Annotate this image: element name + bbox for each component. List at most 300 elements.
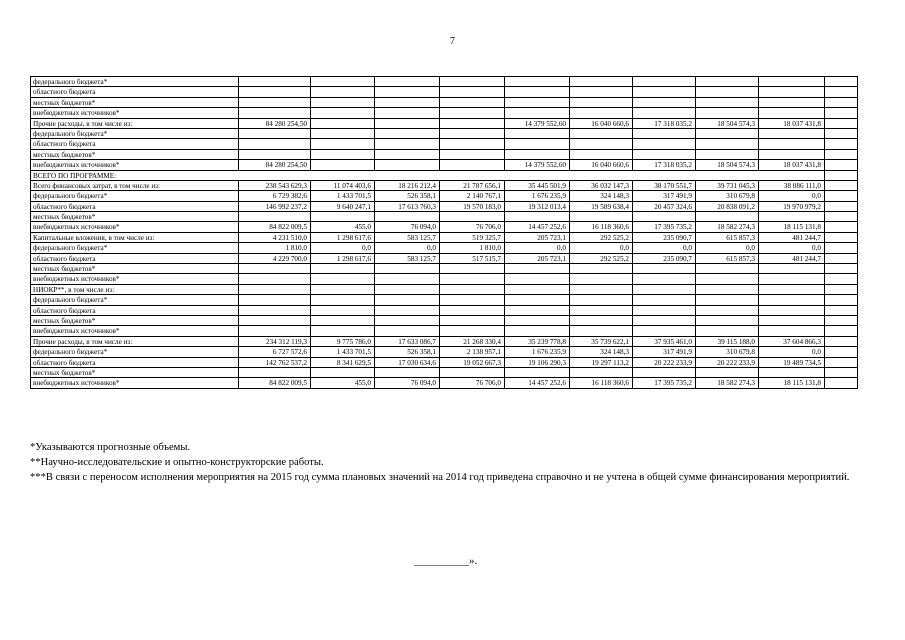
value-cell: 14 379 552,60: [505, 160, 570, 170]
value-cell: 18 582 274,3: [696, 378, 759, 388]
value-cell: 20 838 091,2: [696, 201, 759, 211]
value-cell: [633, 77, 696, 87]
value-cell: [505, 87, 570, 97]
value-cell: [239, 367, 311, 377]
footnote-transfer: ***В связи с переносом исполнения мероприятия на 2015 год сумма плановых значений на 2014 год приведена справочно и не учтена в общей сумме финансирования мероприятий.: [30, 472, 850, 483]
row-label: Всего финансовых затрат, в том числе из:: [31, 180, 239, 190]
value-cell: 18 216 212,4: [375, 180, 440, 190]
value-cell: 455,0: [311, 222, 375, 232]
value-cell: [440, 274, 505, 284]
value-cell: 21 787 656,1: [440, 180, 505, 190]
value-cell: [505, 264, 570, 274]
value-cell: 76 094,0: [375, 222, 440, 232]
value-cell: [696, 326, 759, 336]
value-cell: 146 992 237,2: [239, 201, 311, 211]
value-cell: [239, 274, 311, 284]
table-row: [31, 180, 858, 190]
value-cell: 1 298 617,6: [311, 232, 375, 242]
trailing-cell: [825, 149, 858, 159]
value-cell: [239, 108, 311, 118]
value-cell: 1 433 701,5: [311, 347, 375, 357]
value-cell: 234 312 119,3: [239, 336, 311, 346]
table-row: [31, 201, 858, 211]
value-cell: 19 589 638,4: [570, 201, 633, 211]
trailing-cell: [825, 201, 858, 211]
trailing-cell: [825, 347, 858, 357]
value-cell: [505, 326, 570, 336]
value-cell: [375, 274, 440, 284]
value-cell: 76 706,0: [440, 222, 505, 232]
value-cell: 19 970 979,2: [759, 201, 825, 211]
table-row: [31, 357, 858, 367]
value-cell: 16 118 360,6: [570, 222, 633, 232]
value-cell: 18 582 274,3: [696, 222, 759, 232]
value-cell: [311, 315, 375, 325]
value-cell: [633, 315, 696, 325]
value-cell: [633, 305, 696, 315]
value-cell: 18 504 574,3: [696, 160, 759, 170]
value-cell: 0,0: [759, 347, 825, 357]
value-cell: [633, 149, 696, 159]
value-cell: [570, 139, 633, 149]
value-cell: [375, 97, 440, 107]
value-cell: [759, 295, 825, 305]
value-cell: 1 433 701,5: [311, 191, 375, 201]
trailing-cell: [825, 87, 858, 97]
row-label: Прочие расходы, в том числе из:: [31, 336, 239, 346]
value-cell: [570, 274, 633, 284]
trailing-cell: [825, 357, 858, 367]
value-cell: 76 094,0: [375, 378, 440, 388]
value-cell: [696, 264, 759, 274]
value-cell: 38 170 551,7: [633, 180, 696, 190]
value-cell: [440, 367, 505, 377]
value-cell: [505, 139, 570, 149]
trailing-cell: [825, 222, 858, 232]
value-cell: [311, 149, 375, 159]
value-cell: [570, 212, 633, 222]
value-cell: [505, 284, 570, 294]
value-cell: 6 727 572,6: [239, 347, 311, 357]
value-cell: [239, 128, 311, 138]
value-cell: 205 723,1: [505, 253, 570, 263]
value-cell: 0,0: [759, 243, 825, 253]
value-cell: 0,0: [759, 191, 825, 201]
value-cell: [311, 77, 375, 87]
value-cell: [696, 274, 759, 284]
value-cell: [759, 77, 825, 87]
value-cell: [759, 305, 825, 315]
row-label: Капитальные вложения, в том числе из:: [31, 232, 239, 242]
table-row: [31, 295, 858, 305]
value-cell: [570, 315, 633, 325]
value-cell: [239, 305, 311, 315]
value-cell: [375, 128, 440, 138]
value-cell: 19 106 290,3: [505, 357, 570, 367]
table-row: [31, 367, 858, 377]
value-cell: 6 729 382,6: [239, 191, 311, 201]
value-cell: [440, 97, 505, 107]
value-cell: [375, 87, 440, 97]
value-cell: 38 086 111,0: [759, 180, 825, 190]
row-label: внебюджетных источников*: [31, 378, 239, 388]
value-cell: 18 115 131,8: [759, 378, 825, 388]
value-cell: [696, 108, 759, 118]
value-cell: [375, 367, 440, 377]
value-cell: 0,0: [375, 243, 440, 253]
value-cell: 310 679,8: [696, 191, 759, 201]
value-cell: [696, 367, 759, 377]
value-cell: 19 297 113,2: [570, 357, 633, 367]
value-cell: 36 032 147,3: [570, 180, 633, 190]
value-cell: 39 731 045,3: [696, 180, 759, 190]
value-cell: [239, 97, 311, 107]
value-cell: [633, 295, 696, 305]
value-cell: [570, 77, 633, 87]
value-cell: [570, 264, 633, 274]
value-cell: [759, 97, 825, 107]
value-cell: [440, 326, 505, 336]
trailing-cell: [825, 326, 858, 336]
trailing-cell: [825, 243, 858, 253]
value-cell: 583 125,7: [375, 253, 440, 263]
table-row: [31, 232, 858, 242]
value-cell: [311, 284, 375, 294]
trailing-cell: [825, 108, 858, 118]
value-cell: 37 935 461,0: [633, 336, 696, 346]
value-cell: [311, 326, 375, 336]
value-cell: 4 229 700,0: [239, 253, 311, 263]
value-cell: [375, 77, 440, 87]
value-cell: 2 138 957,1: [440, 347, 505, 357]
value-cell: 1 676 235,9: [505, 191, 570, 201]
table-row: [31, 274, 858, 284]
value-cell: [375, 264, 440, 274]
table-row: [31, 108, 858, 118]
row-label: местных бюджетов*: [31, 212, 239, 222]
table-row: [31, 170, 858, 180]
value-cell: 84 280 254,50: [239, 160, 311, 170]
value-cell: [696, 87, 759, 97]
value-cell: [696, 128, 759, 138]
value-cell: 310 679,8: [696, 347, 759, 357]
value-cell: [505, 149, 570, 159]
footnotes: [30, 440, 880, 485]
table-row: [31, 253, 858, 263]
value-cell: [633, 108, 696, 118]
value-cell: 526 358,1: [375, 347, 440, 357]
row-label: федерального бюджета*: [31, 191, 239, 201]
value-cell: [375, 284, 440, 294]
value-cell: 0,0: [311, 243, 375, 253]
row-label: федерального бюджета*: [31, 295, 239, 305]
value-cell: [440, 128, 505, 138]
value-cell: [375, 118, 440, 128]
value-cell: [505, 305, 570, 315]
value-cell: 17 395 735,2: [633, 222, 696, 232]
value-cell: 615 857,3: [696, 232, 759, 242]
value-cell: [239, 139, 311, 149]
value-cell: [696, 77, 759, 87]
value-cell: [759, 139, 825, 149]
value-cell: [570, 128, 633, 138]
footnote-forecast: *Указываются прогнозные объемы.: [30, 442, 191, 453]
value-cell: [239, 295, 311, 305]
value-cell: [759, 315, 825, 325]
value-cell: 16 040 660,6: [570, 118, 633, 128]
value-cell: [440, 77, 505, 87]
value-cell: [759, 212, 825, 222]
value-cell: [311, 97, 375, 107]
value-cell: [759, 274, 825, 284]
value-cell: [311, 128, 375, 138]
value-cell: 20 222 233,9: [633, 357, 696, 367]
value-cell: [440, 295, 505, 305]
value-cell: [633, 97, 696, 107]
value-cell: 583 125,7: [375, 232, 440, 242]
row-label: местных бюджетов*: [31, 264, 239, 274]
value-cell: [633, 367, 696, 377]
value-cell: 455,0: [311, 378, 375, 388]
table-row: [31, 326, 858, 336]
row-label: внебюджетных источников*: [31, 274, 239, 284]
value-cell: 317 491,9: [633, 347, 696, 357]
trailing-cell: [825, 97, 858, 107]
table-row: [31, 97, 858, 107]
value-cell: 4 231 510,0: [239, 232, 311, 242]
table-row: [31, 243, 858, 253]
row-label: местных бюджетов*: [31, 367, 239, 377]
row-label: федерального бюджета*: [31, 128, 239, 138]
value-cell: [633, 274, 696, 284]
value-cell: [375, 212, 440, 222]
value-cell: 16 118 360,6: [570, 378, 633, 388]
value-cell: [440, 315, 505, 325]
value-cell: [570, 367, 633, 377]
trailing-cell: [825, 274, 858, 284]
value-cell: [375, 305, 440, 315]
value-cell: [696, 315, 759, 325]
value-cell: [633, 284, 696, 294]
value-cell: 14 379 552,60: [505, 118, 570, 128]
value-cell: 9 640 247,1: [311, 201, 375, 211]
table-row: [31, 149, 858, 159]
value-cell: 142 762 537,2: [239, 357, 311, 367]
value-cell: [440, 87, 505, 97]
value-cell: [759, 128, 825, 138]
value-cell: 526 358,1: [375, 191, 440, 201]
trailing-cell: [825, 295, 858, 305]
row-label: областного бюджета: [31, 201, 239, 211]
value-cell: [440, 212, 505, 222]
value-cell: 0,0: [633, 243, 696, 253]
trailing-cell: [825, 191, 858, 201]
value-cell: [311, 274, 375, 284]
value-cell: [696, 139, 759, 149]
row-label: областного бюджета: [31, 357, 239, 367]
trailing-cell: [825, 284, 858, 294]
value-cell: [570, 108, 633, 118]
value-cell: [696, 305, 759, 315]
row-label: внебюджетных источников*: [31, 160, 239, 170]
value-cell: 17 613 760,3: [375, 201, 440, 211]
value-cell: [759, 108, 825, 118]
value-cell: 17 318 035,2: [633, 160, 696, 170]
row-label: областного бюджета: [31, 87, 239, 97]
value-cell: 19 489 734,5: [759, 357, 825, 367]
value-cell: [375, 295, 440, 305]
trailing-cell: [825, 253, 858, 263]
value-cell: 35 445 501,9: [505, 180, 570, 190]
value-cell: 324 148,3: [570, 191, 633, 201]
value-cell: 19 312 013,4: [505, 201, 570, 211]
value-cell: 39 115 188,0: [696, 336, 759, 346]
value-cell: 481 244,7: [759, 253, 825, 263]
row-label: внебюджетных источников*: [31, 108, 239, 118]
value-cell: [505, 367, 570, 377]
value-cell: [696, 149, 759, 159]
value-cell: 1 810,0: [239, 243, 311, 253]
value-cell: 20 222 233,9: [696, 357, 759, 367]
value-cell: [759, 87, 825, 97]
value-cell: 19 570 183,0: [440, 201, 505, 211]
value-cell: [440, 108, 505, 118]
value-cell: [633, 264, 696, 274]
value-cell: [239, 264, 311, 274]
value-cell: [311, 295, 375, 305]
value-cell: [375, 315, 440, 325]
value-cell: [311, 160, 375, 170]
section-header: ВСЕГО ПО ПРОГРАММЕ:: [31, 170, 825, 180]
trailing-cell: [825, 367, 858, 377]
trailing-cell: [825, 232, 858, 242]
value-cell: 235 090,7: [633, 253, 696, 263]
value-cell: 84 822 009,5: [239, 378, 311, 388]
value-cell: 16 040 660,6: [570, 160, 633, 170]
table-row: [31, 160, 858, 170]
value-cell: 205 723,1: [505, 232, 570, 242]
value-cell: [696, 284, 759, 294]
value-cell: [759, 284, 825, 294]
row-label: Прочие расходы, в том числе из:: [31, 118, 239, 128]
value-cell: [570, 149, 633, 159]
value-cell: 35 739 622,1: [570, 336, 633, 346]
row-label: федерального бюджета*: [31, 77, 239, 87]
value-cell: [239, 315, 311, 325]
value-cell: [311, 264, 375, 274]
value-cell: [311, 367, 375, 377]
table-row: [31, 118, 858, 128]
value-cell: 17 318 035,2: [633, 118, 696, 128]
value-cell: [440, 139, 505, 149]
value-cell: [759, 367, 825, 377]
value-cell: 2 140 767,1: [440, 191, 505, 201]
value-cell: [505, 274, 570, 284]
value-cell: 21 268 330,4: [440, 336, 505, 346]
row-label: местных бюджетов*: [31, 149, 239, 159]
row-label: областного бюджета: [31, 139, 239, 149]
row-label: областного бюджета: [31, 305, 239, 315]
table-row: [31, 305, 858, 315]
value-cell: 84 280 254,50: [239, 118, 311, 128]
value-cell: 317 491,9: [633, 191, 696, 201]
value-cell: [505, 128, 570, 138]
closing-mark: __________».: [414, 555, 478, 567]
value-cell: [239, 284, 311, 294]
row-label: внебюджетных источников*: [31, 326, 239, 336]
table-row: [31, 77, 858, 87]
value-cell: 84 822 009,5: [239, 222, 311, 232]
trailing-cell: [825, 160, 858, 170]
trailing-cell: [825, 336, 858, 346]
value-cell: [570, 97, 633, 107]
table-row: [31, 264, 858, 274]
value-cell: 519 325,7: [440, 232, 505, 242]
value-cell: [759, 326, 825, 336]
value-cell: [505, 77, 570, 87]
value-cell: 19 052 667,3: [440, 357, 505, 367]
table-row: [31, 315, 858, 325]
value-cell: [239, 87, 311, 97]
value-cell: 35 239 778,8: [505, 336, 570, 346]
value-cell: [375, 149, 440, 159]
value-cell: [311, 87, 375, 97]
value-cell: [440, 305, 505, 315]
trailing-cell: [825, 315, 858, 325]
table-row: [31, 378, 858, 388]
trailing-cell: [825, 264, 858, 274]
value-cell: [633, 212, 696, 222]
table-row: [31, 139, 858, 149]
value-cell: 14 457 252,6: [505, 222, 570, 232]
value-cell: 11 074 403,6: [311, 180, 375, 190]
row-label: областного бюджета: [31, 253, 239, 263]
value-cell: 76 706,0: [440, 378, 505, 388]
table-row: [31, 284, 858, 294]
value-cell: [440, 284, 505, 294]
value-cell: [505, 315, 570, 325]
value-cell: [633, 139, 696, 149]
trailing-cell: [825, 170, 858, 180]
value-cell: 238 543 629,3: [239, 180, 311, 190]
table-row: [31, 347, 858, 357]
value-cell: 17 395 735,2: [633, 378, 696, 388]
trailing-cell: [825, 77, 858, 87]
value-cell: 292 525,2: [570, 253, 633, 263]
value-cell: [311, 108, 375, 118]
trailing-cell: [825, 378, 858, 388]
value-cell: 615 857,3: [696, 253, 759, 263]
value-cell: [696, 97, 759, 107]
financing-table: [30, 76, 858, 389]
value-cell: 0,0: [696, 243, 759, 253]
table-row: [31, 87, 858, 97]
value-cell: 0,0: [570, 243, 633, 253]
value-cell: [375, 139, 440, 149]
value-cell: 9 775 786,0: [311, 336, 375, 346]
value-cell: 1 676 235,9: [505, 347, 570, 357]
trailing-cell: [825, 118, 858, 128]
value-cell: 1 298 617,6: [311, 253, 375, 263]
value-cell: [375, 108, 440, 118]
value-cell: [239, 212, 311, 222]
value-cell: 1 810,0: [440, 243, 505, 253]
value-cell: 18 037 431,8: [759, 160, 825, 170]
row-label: местных бюджетов*: [31, 315, 239, 325]
value-cell: [505, 97, 570, 107]
value-cell: [440, 149, 505, 159]
table-row: [31, 212, 858, 222]
